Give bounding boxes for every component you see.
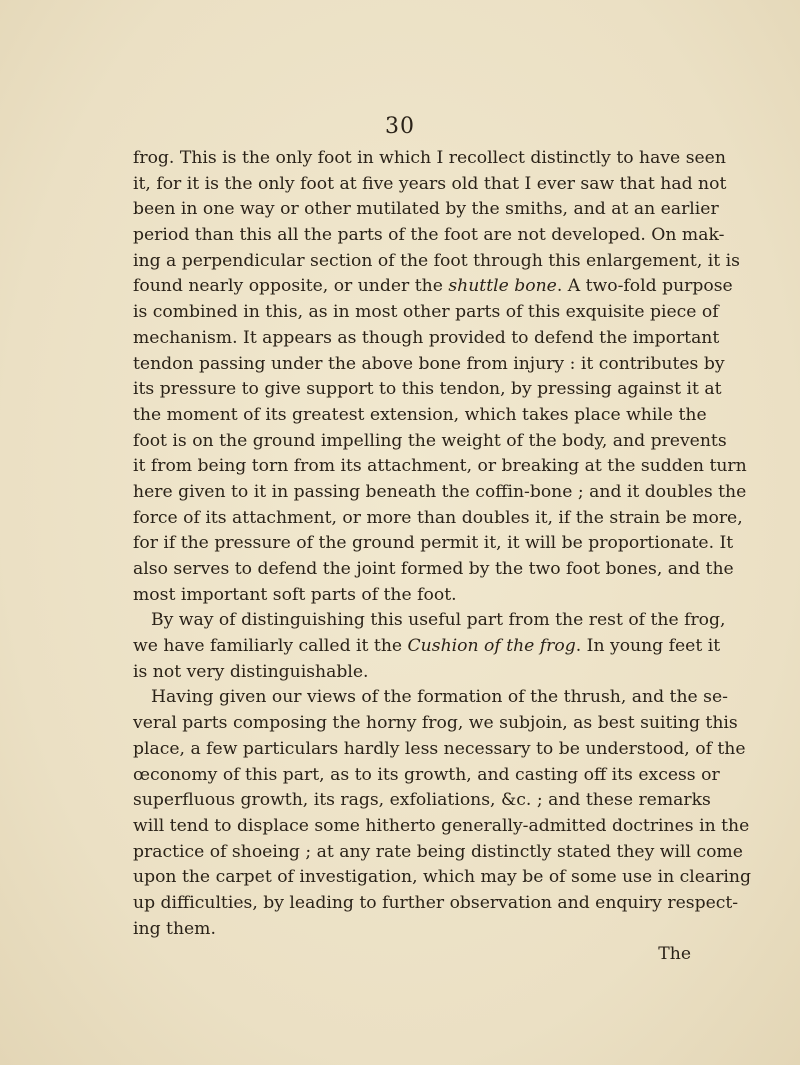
text-line: also serves to defend the joint formed by the two foot bones, and the [133,559,734,579]
text-line: foot is on the ground impelling the weight of the body, and prevents [133,430,727,451]
italic-term: Cushion of the frog [407,636,576,657]
text-line: up difficulties, by leading to further observation and enquiry respect- [133,892,739,913]
catchword: The [658,944,691,965]
text-line: is combined in this, as in most other parts of this exquisite piece of [133,302,719,323]
text-line: frog. This is the only foot in which I recollect distinctly to have seen [133,148,726,168]
text-line: ing them. [133,918,216,939]
text-line: its pressure to give support to this tendon, by pressing against it at [133,379,722,400]
text-line: period than this all the parts of the foot are not developed. On mak- [133,225,725,246]
text-line: upon the carpet of investigation, which may be of some use in clearing [133,867,751,888]
text-line: veral parts composing the horny frog, we subjoin, as best suiting this [133,713,738,734]
text-line: tendon passing under the above bone from injury : it contributes by [133,353,725,374]
text-line: By way of distinguishing this useful part from the rest of the frog, [151,610,726,631]
text-line: œconomy of this part, as to its growth, and casting off its excess or [133,764,720,785]
text-line: Having given our views of the formation of the thrush, and the se- [151,687,728,708]
text-line: is not very distinguishable. [133,661,369,682]
body-text [133,146,751,968]
italic-term: shuttle bone [448,276,557,297]
text-line: most important soft parts of the foot. [133,584,457,605]
text-line: the moment of its greatest extension, which takes place while the [133,404,707,425]
text-line: force of its attachment, or more than doubles it, if the strain be more, [133,507,743,528]
text-line: ing a perpendicular section of the foot through this enlargement, it is [133,250,740,271]
text-line: superfluous growth, its rags, exfoliations, &c. ; and these remarks [133,790,711,811]
page-number: 30 [385,114,415,139]
text-line: mechanism. It appears as though provided to defend the important [133,327,720,348]
text-line: been in one way or other mutilated by the smiths, and at an earlier [133,199,719,220]
text-line: here given to it in passing beneath the coffin-bone ; and it doubles the [133,481,747,502]
text-line: it from being torn from its attachment, or breaking at the sudden turn [133,456,747,477]
text-line: found nearly opposite, or under the shuttle bone. A two-fold purpose [133,276,733,297]
text-line: place, a few particulars hardly less necessary to be understood, of the [133,738,746,759]
text-line: it, for it is the only foot at five years old that I ever saw that had not [133,173,727,194]
text-line: will tend to displace some hitherto generally-admitted doctrines in the [133,815,750,836]
text-line: we have familiarly called it the Cushion of the frog. In young feet it [133,636,721,657]
text-line: for if the pressure of the ground permit it, it will be proportionate. It [133,533,734,554]
text-line: practice of shoeing ; at any rate being distinctly stated they will come [133,841,743,862]
